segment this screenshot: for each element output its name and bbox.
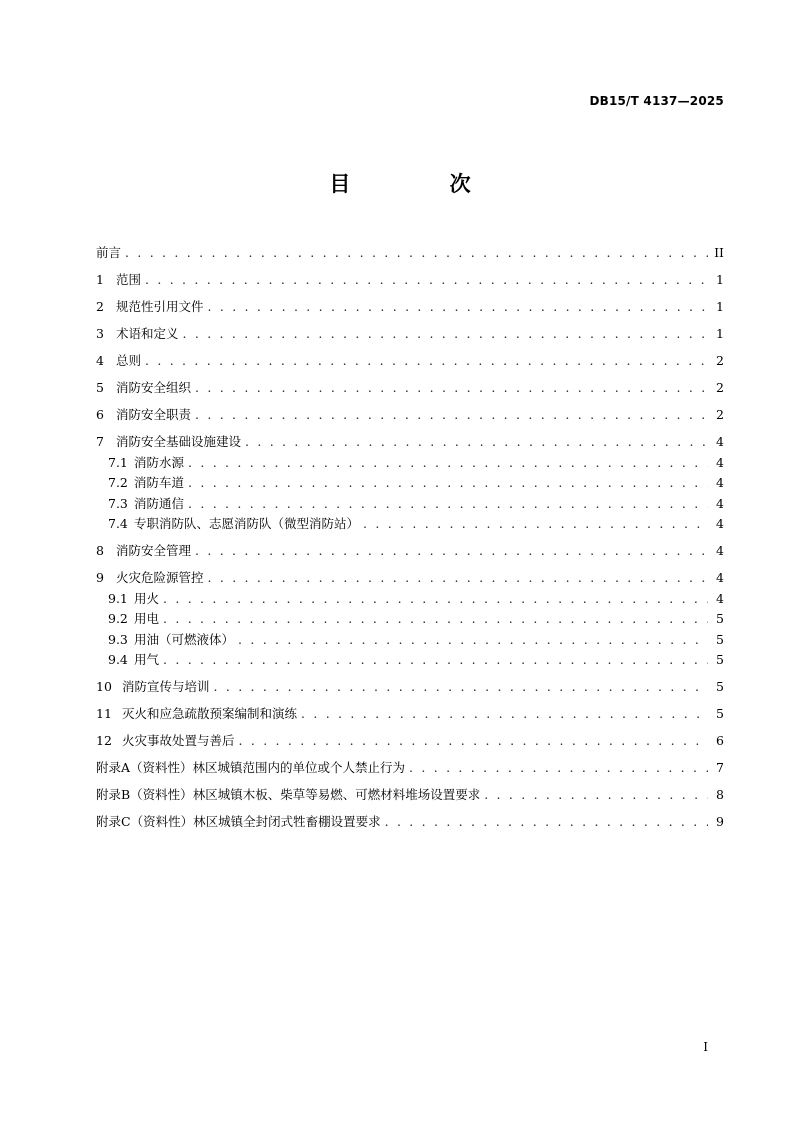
toc-entry-page: 1	[716, 272, 724, 287]
toc-entry-number: 7	[96, 434, 104, 449]
toc-entry-page: 4	[716, 570, 724, 585]
toc-entry-page: 2	[716, 407, 724, 422]
toc-entry-9-3[interactable]	[96, 630, 724, 651]
toc-entry-number: 7.1	[108, 454, 128, 470]
toc-entry-page: 5	[716, 706, 724, 721]
toc-leader-dots	[208, 297, 708, 318]
toc-entry-5[interactable]	[96, 378, 724, 399]
toc-leader-dots	[163, 609, 708, 630]
toc-leader-dots	[163, 589, 708, 610]
toc-entry-label: 消防车道	[134, 475, 185, 490]
toc-entry-number: 9.1	[108, 590, 128, 606]
toc-entry-7[interactable]	[96, 432, 724, 453]
toc-leader-dots	[125, 243, 708, 264]
toc-entry-label: 规范性引用文件	[116, 299, 204, 314]
toc-entry-label: 用油（可燃液体）	[134, 631, 235, 647]
toc-entry-12[interactable]	[96, 731, 724, 752]
toc-entry-label: 林区城镇木板、柴草等易燃、可燃材料堆场设置要求	[192, 787, 481, 802]
toc-entry-number: 7.3	[108, 495, 128, 511]
toc-entry-4[interactable]	[96, 351, 724, 372]
toc-appendix-number: 附录A（资料性）	[96, 760, 193, 775]
toc-entry-label: 用气	[134, 652, 160, 667]
toc-leader-dots	[245, 432, 708, 453]
toc-entry-preface[interactable]	[96, 243, 724, 264]
toc-leader-dots	[195, 541, 708, 562]
toc-entry-label: 灭火和应急疏散预案编制和演练	[122, 706, 298, 721]
toc-leader-dots	[188, 453, 708, 474]
toc-entry-number: 12	[96, 733, 112, 748]
toc-entry-label: 火灾危险源管控	[116, 570, 204, 585]
toc-entry-9[interactable]	[96, 568, 724, 589]
toc-leader-dots	[301, 704, 708, 725]
toc-appendix-number: 附录B（资料性）	[96, 787, 193, 802]
toc-entry-label: 消防通信	[134, 495, 185, 511]
toc-entry-page: 1	[716, 299, 724, 314]
toc-leader-dots	[195, 405, 708, 426]
toc-entry-number: 8	[96, 543, 104, 558]
toc-entry-page: 4	[716, 454, 724, 470]
toc-entry-label: 林区城镇全封闭式牲畜棚设置要求	[193, 814, 381, 829]
toc-entry-label: 消防安全基础设施建设	[116, 434, 242, 449]
toc-entry-label: 火灾事故处置与善后	[122, 733, 235, 748]
toc-entry-number: 4	[96, 353, 104, 368]
toc-entry-number: 9.2	[108, 611, 128, 626]
toc-entry-label: 林区城镇范围内的单位或个人禁止行为	[192, 760, 406, 775]
toc-entry-label: 前言	[96, 245, 122, 260]
toc-entry-3[interactable]	[96, 324, 724, 345]
toc-entry-appendix-c[interactable]	[96, 812, 724, 833]
toc-entry-number: 3	[96, 326, 104, 341]
toc-entry-1[interactable]	[96, 270, 724, 291]
toc-entry-appendix-b[interactable]	[96, 785, 724, 806]
toc-entry-label: 消防宣传与培训	[122, 679, 210, 694]
toc-entry-8[interactable]	[96, 541, 724, 562]
toc-leader-dots	[183, 324, 708, 345]
toc-entry-page: 4	[716, 475, 724, 490]
toc-entry-number: 10	[96, 679, 112, 694]
toc-leader-dots	[409, 758, 708, 779]
toc-entry-9-1[interactable]	[96, 589, 724, 610]
toc-leader-dots	[208, 568, 708, 589]
toc-entry-page: 5	[716, 679, 724, 694]
toc-entry-page: 4	[716, 434, 724, 449]
toc-entry-label: 范围	[116, 272, 142, 287]
toc-entry-page: 2	[716, 353, 724, 368]
toc-entry-label: 用电	[134, 611, 160, 626]
toc-leader-dots	[195, 378, 708, 399]
toc-leader-dots	[188, 494, 708, 515]
toc-entry-number: 7.2	[108, 475, 128, 490]
toc-entry-label: 术语和定义	[116, 326, 179, 341]
toc-entry-number: 9	[96, 570, 104, 585]
toc-entry-number: 9.3	[108, 631, 128, 647]
toc-entry-page: II	[714, 245, 724, 260]
toc-entry-number: 7.4	[108, 516, 128, 531]
toc-entry-appendix-a[interactable]	[96, 758, 724, 779]
toc-title: 目 次	[329, 172, 517, 196]
document-code: DB15/T 4137—2025	[589, 94, 724, 108]
toc-leader-dots	[239, 731, 708, 752]
toc-entry-page: 9	[716, 814, 724, 829]
toc-entry-page: 4	[716, 590, 724, 606]
toc-entry-label: 消防安全组织	[116, 380, 192, 395]
toc-entry-page: 4	[716, 543, 724, 558]
toc-leader-dots	[214, 677, 708, 698]
toc-entry-label: 总则	[116, 353, 142, 368]
toc-entry-number: 5	[96, 380, 104, 395]
toc-entry-number: 6	[96, 407, 104, 422]
toc-entry-page: 7	[716, 760, 724, 775]
toc-entry-page: 1	[716, 326, 724, 341]
toc-appendix-number: 附录C（资料性）	[96, 814, 194, 829]
toc-leader-dots	[484, 785, 708, 806]
toc-entry-page: 8	[716, 787, 724, 802]
toc-entry-page: 2	[716, 380, 724, 395]
toc-leader-dots	[145, 270, 708, 291]
toc-leader-dots	[145, 351, 708, 372]
toc-entry-page: 5	[716, 631, 724, 647]
toc-entry-number: 9.4	[108, 652, 128, 667]
toc-leader-dots	[188, 473, 708, 494]
toc-entry-6[interactable]	[96, 405, 724, 426]
toc-entry-7-2[interactable]	[96, 473, 724, 494]
toc-leader-dots	[163, 650, 708, 671]
toc-entry-number: 2	[96, 299, 104, 314]
toc-entry-number: 11	[96, 706, 112, 721]
toc-entry-10[interactable]	[96, 677, 724, 698]
toc-entry-page: 5	[716, 611, 724, 626]
toc-entry-label: 消防安全管理	[116, 543, 192, 558]
toc-entry-7-1[interactable]	[96, 453, 724, 474]
toc-entry-11[interactable]	[96, 704, 724, 725]
toc-leader-dots	[363, 514, 708, 535]
toc-entry-label: 消防水源	[134, 454, 185, 470]
toc-entry-page: 4	[716, 516, 724, 531]
toc-entry-7-4[interactable]	[96, 514, 724, 535]
page-number: I	[703, 1040, 708, 1054]
toc-entry-page: 5	[716, 652, 724, 667]
toc-leader-dots	[238, 630, 708, 651]
toc-entry-2[interactable]	[96, 297, 724, 318]
toc-entry-number: 1	[96, 272, 104, 287]
toc-entry-label: 用火	[134, 590, 160, 606]
toc-entry-label: 消防安全职责	[116, 407, 192, 422]
toc-entry-9-4[interactable]	[96, 650, 724, 671]
table-of-contents	[96, 243, 724, 839]
toc-entry-label: 专职消防队、志愿消防队（微型消防站）	[134, 516, 360, 531]
toc-entry-7-3[interactable]	[96, 494, 724, 515]
toc-leader-dots	[385, 812, 708, 833]
toc-entry-page: 4	[716, 495, 724, 511]
toc-entry-9-2[interactable]	[96, 609, 724, 630]
toc-entry-page: 6	[716, 733, 724, 748]
